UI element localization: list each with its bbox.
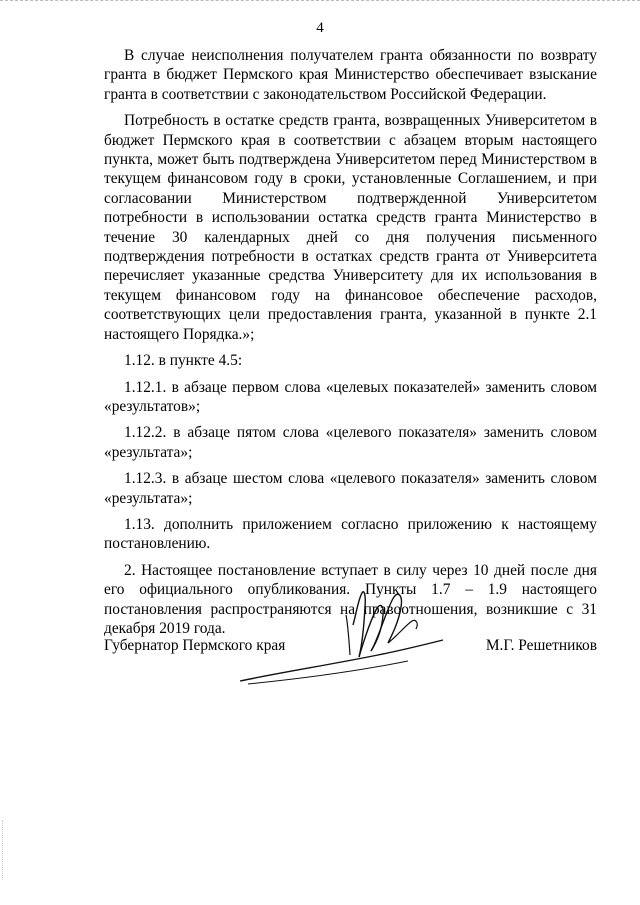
paragraph-item-1-13: 1.13. дополнить приложением согласно приложению к настоящему постановлению. [104, 515, 597, 553]
paragraph-item-1-12: 1.12. в пункте 4.5: [124, 352, 243, 370]
document-body [104, 46, 597, 638]
paragraph-item-1-12-1: 1.12.1. в абзаце первом слова «целевых показателей» заменить словом «результатов»; [104, 378, 597, 415]
signatory-name: М.Г. Решетников [485, 637, 597, 654]
paragraph-grant-remainder: Потребность в остатке средств гранта, возвращенных Университетом в бюджет Пермского края в соответствии с абзацем вторым настоящего пункта, может быть подтверждена Университетом перед Министерством в текущем финансовом году в сроки, установленные Соглашением, и при согласовании Министерством подтвержденной Университетом потребности в использовании остатка средств гранта Министерство в течение 30 календарных дней со дня получения письменного подтверждения потребности в остатках средств гранта от Университета перечисляет указанные средства Университету для их использования в текущем финансовом году на финансовое обеспечение расходов, соответствующих цели предоставления гранта, указанной в пункте 2.1 настоящего Порядка.»; [104, 112, 597, 343]
paragraph-item-2: 2. Настоящее постановление вступает в силу через 10 дней после дня его официального опубликования. Пункты 1.7 – 1.9 настоящего постановления распространяются на правоотношения, возникшие с 31 декабря 2019 года. [104, 561, 597, 637]
signatory-position: Губернатор Пермского края [104, 637, 286, 654]
page-number: 4 [316, 20, 324, 36]
scan-edge-mark [2, 820, 4, 880]
top-edge-rule [0, 0, 640, 3]
handwritten-signature [238, 585, 448, 690]
paragraph-item-1-12-3: 1.12.3. в абзаце шестом слова «целевого показателя» заменить словом «результата»; [104, 470, 597, 507]
paragraph-grant-recovery: В случае неисполнения получателем гранта обязанности по возврату гранта в бюджет Пермского края Министерство обеспечивает взыскание гранта в соответствии с законодательством Российской Федерации. [104, 47, 597, 103]
paragraph-item-1-12-2: 1.12.2. в абзаце пятом слова «целевого показателя» заменить словом «результата»; [104, 424, 597, 461]
